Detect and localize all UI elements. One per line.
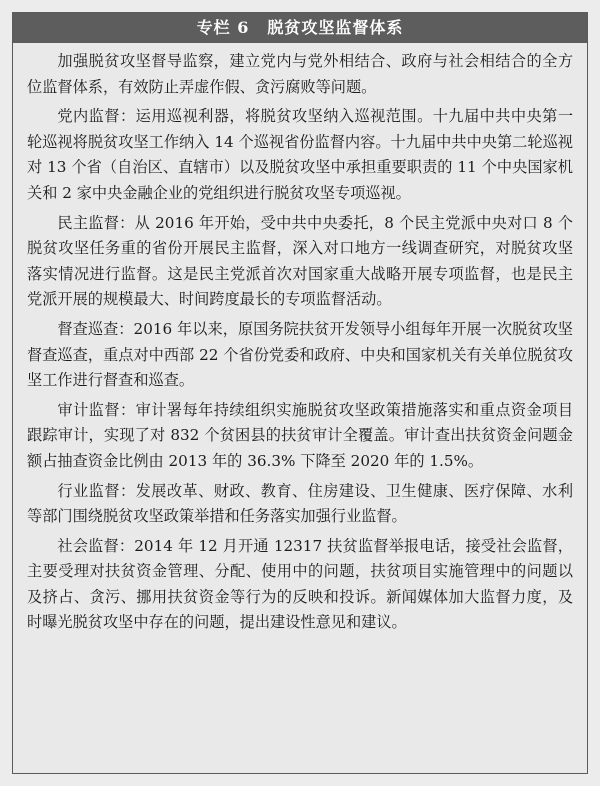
paragraph-industry-supervision: 行业监督：发展改革、财政、教育、住房建设、卫生健康、医疗保障、水利等部门围绕脱贫攻坚政策举措和任务落实加强行业监督。	[27, 481, 573, 526]
paragraph-social-supervision: 社会监督：2014 年 12 月开通 12317 扶贫监督举报电话，接受社会监督，主要受理对扶贫资金管理、分配、使用中的问题，扶贫项目实施管理中的问题以及挤占、贪污、挪用扶贫资金等行为的反映和投诉。新闻媒体加大监督力度，及时曝光脱贫攻坚中存在的问题，提出建设性意见和建议。	[27, 536, 573, 632]
box-title-bar	[13, 13, 587, 43]
paragraph-democratic-supervision: 民主监督：从 2016 年开始，受中共中央委托，8 个民主党派中央对口 8 个脱贫攻坚任务重的省份开展民主监督，深入对口地方一线调查研究，对脱贫攻坚落实情况进行监督。这是民主党派首次对国家重大战略开展专项监督，也是民主党派开展的规模最大、时间跨度最长的专项监督活动。	[27, 213, 573, 309]
sidebar-box	[12, 12, 588, 774]
box-content	[13, 43, 587, 636]
paragraph-intro: 加强脱贫攻坚督导监察，建立党内与党外相结合、政府与社会相结合的全方位监督体系，有效防止弄虚作假、贪污腐败等问题。	[27, 52, 573, 96]
paragraph-audit-supervision: 审计监督：审计署每年持续组织实施脱贫攻坚政策措施落实和重点资金项目跟踪审计，实现了对 832 个贫困县的扶贫审计全覆盖。审计查出扶贫资金问题金额占抽查资金比例由 2013 年的 36.3% 下降至 2020 年的 1.5%。	[27, 400, 573, 470]
box-title: 脱贫攻坚监督体系	[267, 18, 404, 37]
paragraph-party-supervision: 党内监督：运用巡视利器，将脱贫攻坚纳入巡视范围。十九届中共中央第一轮巡视将脱贫攻坚工作纳入 14 个巡视省份监督内容。十九届中共中央第二轮巡视对 13 个省（自治区、直辖市）以及脱贫攻坚中承担重要职责的 11 个中央国家机关和 2 家中央金融企业的党组织进行脱贫攻坚专项巡视。	[27, 107, 573, 202]
box-label: 专栏 6	[196, 18, 250, 37]
paragraph-inspection: 督查巡查：2016 年以来，原国务院扶贫开发领导小组每年开展一次脱贫攻坚督查巡查，重点对中西部 22 个省份党委和政府、中央和国家机关有关单位脱贫攻坚工作进行督查和巡查。	[27, 319, 573, 390]
